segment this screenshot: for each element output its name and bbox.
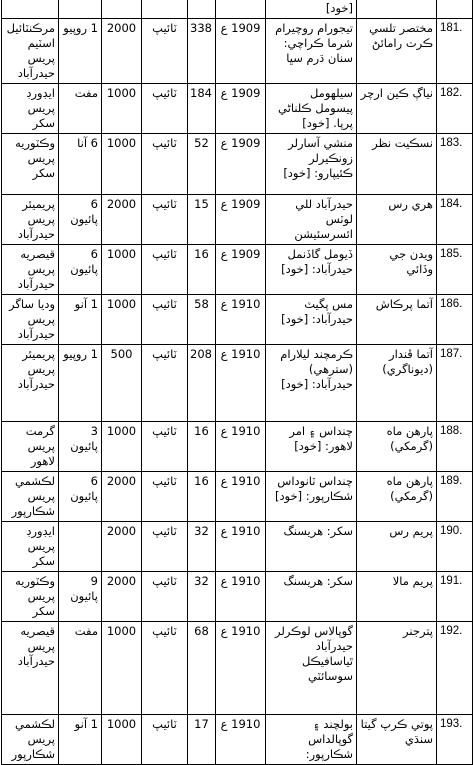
publication-year: 1910 ع <box>216 522 266 572</box>
serial-number: 184. <box>437 195 473 245</box>
author-publisher: حيدرآباد للي لوٽس ائسرسئيشن <box>266 195 357 245</box>
print-format: ٽائيپ <box>142 295 188 345</box>
table-row <box>2 345 473 422</box>
author-publisher: سيلهومل پيسومل ڪلناڻي پرپا. [خود] <box>266 84 357 134</box>
print-format: ٽائيپ <box>142 134 188 195</box>
serial-number: 186. <box>437 295 473 345</box>
price: 1 آنو <box>59 295 102 345</box>
author-publisher: سکر: هريسنگ <box>266 522 357 572</box>
publication-year: 1910 ع <box>216 422 266 472</box>
copies-count: 2000 <box>102 19 142 84</box>
book-title: آتما ڦندار (ديوناگري) <box>357 345 437 422</box>
author-publisher: بولچند ۽ گوپالداس شڪارپور: <box>266 715 357 765</box>
table-row <box>2 715 473 765</box>
author-publisher: مس پگيٽ حيدرآباد: [خود] <box>266 295 357 345</box>
copies-count: 1000 <box>102 622 142 715</box>
print-format: ٽائيپ <box>142 345 188 422</box>
press-name: مرڪنٽائيل اسٽيم پريس حيدرآباد <box>2 19 59 84</box>
publication-year: 1910 ع <box>216 572 266 622</box>
table-row <box>2 522 473 572</box>
book-title: ويدن جي وڏائي <box>357 245 437 295</box>
print-format <box>142 0 188 19</box>
page-count: 52 <box>188 134 216 195</box>
print-format: ٽائيپ <box>142 572 188 622</box>
book-title: پوتي ڪرپ گيتا سنڌي <box>357 715 437 765</box>
book-title: پارهن ماه (گرمکي) <box>357 472 437 522</box>
publication-year: 1909 ع <box>216 19 266 84</box>
book-title: پارهن ماه (گرمکي) <box>357 422 437 472</box>
table-row <box>2 295 473 345</box>
book-title: نسڪيت نظر <box>357 134 437 195</box>
page-count: 15 <box>188 195 216 245</box>
publication-year: 1910 ع <box>216 295 266 345</box>
print-format: ٽائيپ <box>142 522 188 572</box>
price <box>59 0 102 19</box>
serial-number <box>437 0 473 19</box>
copies-count: 1000 <box>102 84 142 134</box>
author-publisher: منشي آسارلر زونڪيرلر ڪئيپارو: [خود] <box>266 134 357 195</box>
page-count: 184 <box>188 84 216 134</box>
serial-number: 193. <box>437 715 473 765</box>
book-title: نياڳ ڪين ارچر <box>357 84 437 134</box>
serial-number: 185. <box>437 245 473 295</box>
publication-year: 1909 ع <box>216 84 266 134</box>
price: 1 آنو <box>59 715 102 765</box>
page-count: 32 <box>188 572 216 622</box>
book-title: پريم مالا <box>357 572 437 622</box>
price: 9 پائيون <box>59 572 102 622</box>
publication-year <box>216 0 266 19</box>
book-title: پترجنر <box>357 622 437 715</box>
book-title: هري رس <box>357 195 437 245</box>
copies-count: 2000 <box>102 472 142 522</box>
catalog-table <box>1 0 473 765</box>
table-row <box>2 572 473 622</box>
price: 6 پائيون <box>59 245 102 295</box>
price: 1 روپيو <box>59 19 102 84</box>
table-row <box>2 0 473 19</box>
price: 6 پائيون <box>59 472 102 522</box>
serial-number: 183. <box>437 134 473 195</box>
author-publisher: [خود] <box>266 0 357 19</box>
press-name: ايڊورڊ پريس سکر <box>2 84 59 134</box>
copies-count: 2000 <box>102 572 142 622</box>
press-name: قيصريه پريس حيدرآباد <box>2 622 59 715</box>
page-count: 208 <box>188 345 216 422</box>
price: مفت <box>59 622 102 715</box>
serial-number: 188. <box>437 422 473 472</box>
serial-number: 189. <box>437 472 473 522</box>
press-name: لڪشمي پريس شڪارپور <box>2 715 59 765</box>
price <box>59 522 102 572</box>
publication-year: 1909 ع <box>216 134 266 195</box>
book-title: مختصر تلسي ڪرت رامائڻ <box>357 19 437 84</box>
print-format: ٽائيپ <box>142 715 188 765</box>
print-format: ٽائيپ <box>142 622 188 715</box>
copies-count <box>102 0 142 19</box>
book-title: آتما پرڪاش <box>357 295 437 345</box>
serial-number: 192. <box>437 622 473 715</box>
author-publisher: چنداس ٽانوداس شڪارپور: [خود] <box>266 472 357 522</box>
serial-number: 191. <box>437 572 473 622</box>
price: 1 روپيو <box>59 345 102 422</box>
press-name <box>2 0 59 19</box>
page-count: 338 <box>188 19 216 84</box>
author-publisher: گوپالاس لوڪرلر حيدرآباد ٿياسافيڪل سوسائٽي <box>266 622 357 715</box>
press-name: پريميئر پريس حيدرآباد <box>2 195 59 245</box>
print-format: ٽائيپ <box>142 472 188 522</box>
table-row <box>2 622 473 715</box>
press-name: وڪٽوريه پريس سکر <box>2 134 59 195</box>
publication-year: 1909 ع <box>216 195 266 245</box>
author-publisher: چنداس ۽ امر لاهور: [خود] <box>266 422 357 472</box>
price: 6 پائيون <box>59 195 102 245</box>
book-title <box>357 0 437 19</box>
price: 3 پائيون <box>59 422 102 472</box>
copies-count: 1000 <box>102 715 142 765</box>
page-count: 16 <box>188 472 216 522</box>
publication-year: 1910 ع <box>216 622 266 715</box>
serial-number: 182. <box>437 84 473 134</box>
price: مفت <box>59 84 102 134</box>
serial-number: 187. <box>437 345 473 422</box>
serial-number: 181. <box>437 19 473 84</box>
copies-count: 1000 <box>102 295 142 345</box>
catalog-rows <box>2 0 473 765</box>
author-publisher: تيجورام روچيرام شرما ڪراچي: سنان ڌرم سڀا <box>266 19 357 84</box>
publication-year: 1910 ع <box>216 715 266 765</box>
page-count: 16 <box>188 422 216 472</box>
press-name: وڪٽوريه پريس سکر <box>2 572 59 622</box>
table-row <box>2 195 473 245</box>
publication-year: 1910 ع <box>216 345 266 422</box>
table-row <box>2 472 473 522</box>
author-publisher: ڏيومل گاڏنمل حيدرآباد: [خود] <box>266 245 357 295</box>
table-row <box>2 84 473 134</box>
table-row <box>2 245 473 295</box>
copies-count: 1000 <box>102 245 142 295</box>
print-format: ٽائيپ <box>142 19 188 84</box>
author-publisher: سکر: هريسنگ <box>266 572 357 622</box>
page-count: 16 <box>188 245 216 295</box>
page-count <box>188 0 216 19</box>
page-count: 32 <box>188 522 216 572</box>
copies-count: 2000 <box>102 195 142 245</box>
page-count: 68 <box>188 622 216 715</box>
copies-count: 1000 <box>102 134 142 195</box>
page-count: 17 <box>188 715 216 765</box>
press-name: پريميئر پريس حيدرآباد <box>2 345 59 422</box>
publication-year: 1910 ع <box>216 472 266 522</box>
publication-year: 1909 ع <box>216 245 266 295</box>
author-publisher: ڪرمچند ليلارام (سترهي) حيدرآباد: [خود] <box>266 345 357 422</box>
table-row <box>2 422 473 472</box>
print-format: ٽائيپ <box>142 84 188 134</box>
copies-count: 500 <box>102 345 142 422</box>
price: 6 آنا <box>59 134 102 195</box>
press-name: ايڊورڊ پريس سکر <box>2 522 59 572</box>
book-title: پريم رس <box>357 522 437 572</box>
press-name: قيصريه پريس حيدرآباد <box>2 245 59 295</box>
serial-number: 190. <box>437 522 473 572</box>
table-row <box>2 134 473 195</box>
copies-count: 1000 <box>102 422 142 472</box>
press-name: گرمت پريس لاهور <box>2 422 59 472</box>
copies-count: 2000 <box>102 522 142 572</box>
table-row <box>2 19 473 84</box>
print-format: ٽائيپ <box>142 422 188 472</box>
press-name: لڪشمي پريس شڪارپور <box>2 472 59 522</box>
print-format: ٽائيپ <box>142 245 188 295</box>
press-name: وديا ساگر پريس حيدرآباد <box>2 295 59 345</box>
page-count: 58 <box>188 295 216 345</box>
print-format: ٽائيپ <box>142 195 188 245</box>
